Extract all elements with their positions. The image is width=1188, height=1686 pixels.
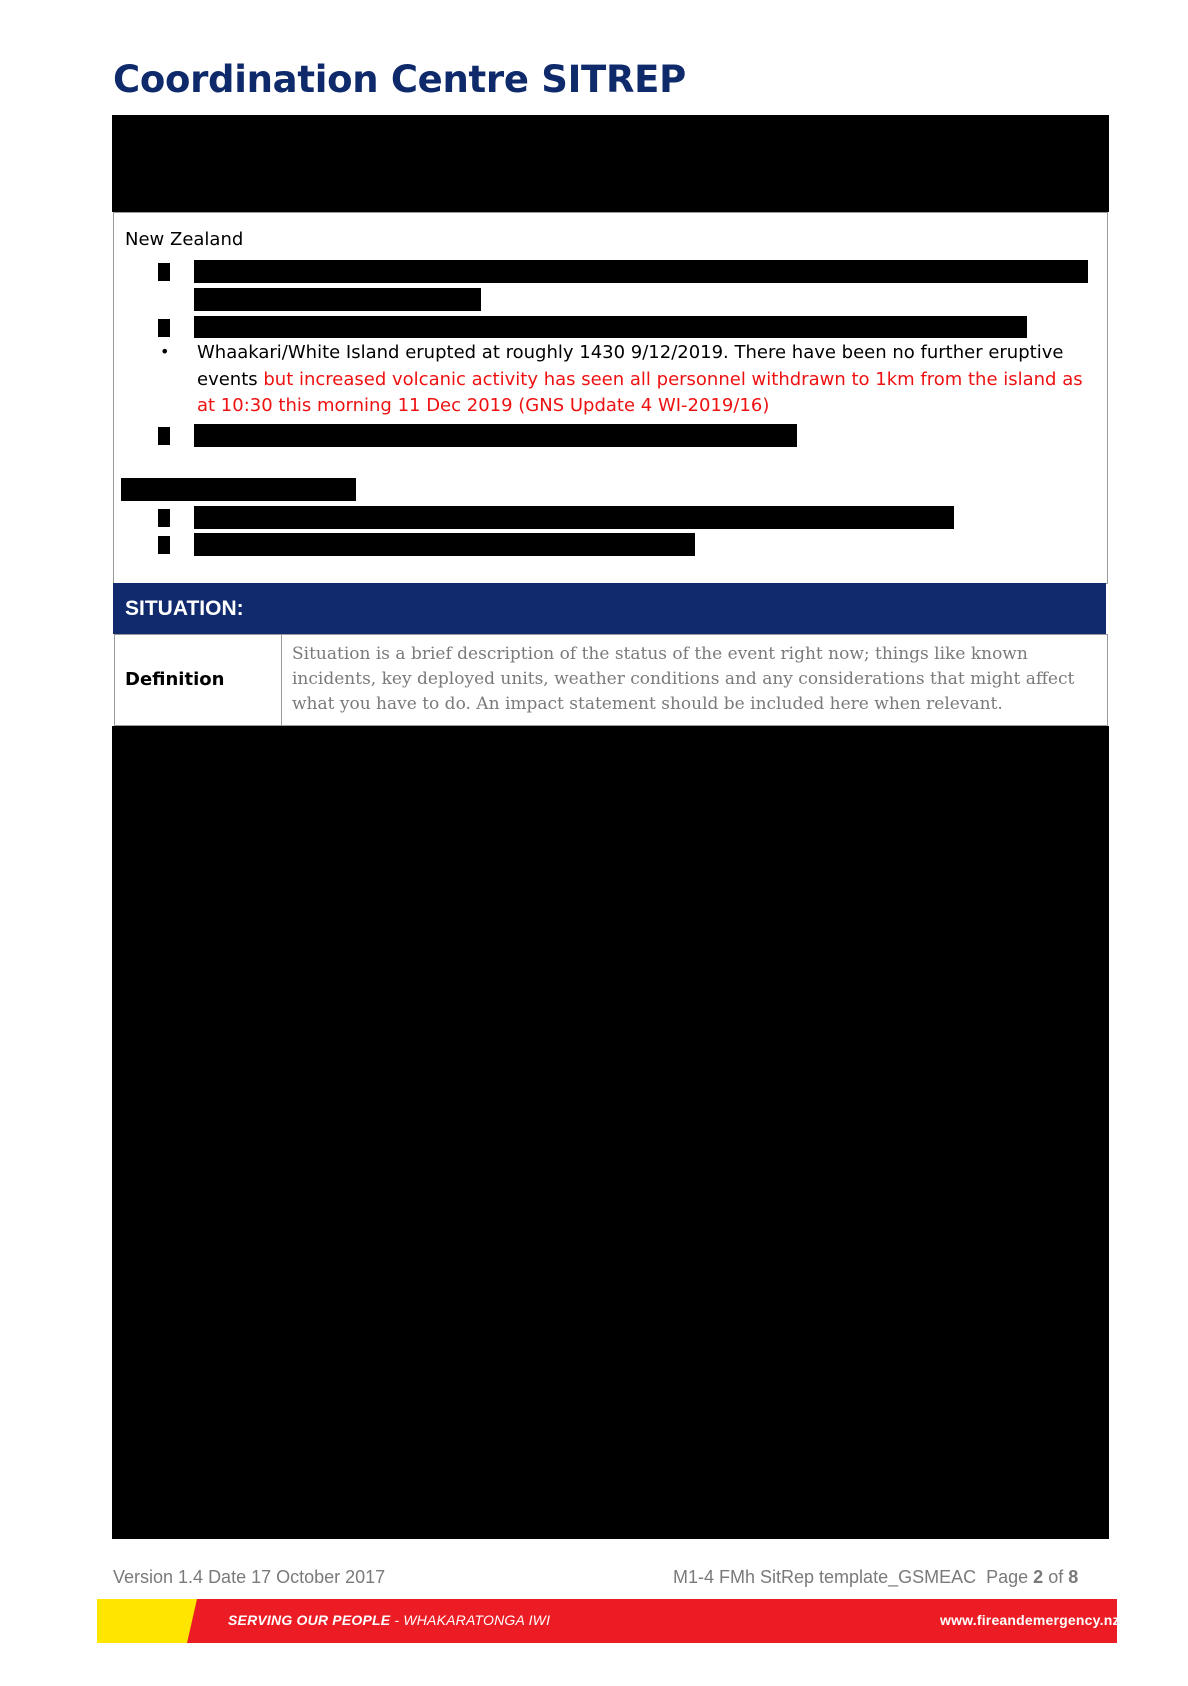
redacted-line	[194, 288, 481, 311]
page-total: 8	[1068, 1567, 1079, 1587]
redacted-bullet-marker	[158, 536, 170, 554]
eruption-text-black: Whaakari/White Island erupted at roughly 1430 9/12/2019. There have been no further eruptive events	[197, 342, 1064, 390]
slogan-rest: - WHAKARATONGA IWI	[390, 1612, 551, 1628]
definition-divider	[281, 634, 282, 726]
slogan-bold: SERVING OUR PEOPLE	[228, 1612, 391, 1628]
page-prefix: Page	[986, 1567, 1034, 1587]
redacted-bullet-marker	[158, 427, 170, 445]
redacted-bullet-marker	[158, 263, 170, 281]
website-link[interactable]: www.fireandemergency.nz	[940, 1612, 1120, 1628]
region-label: New Zealand	[125, 229, 244, 250]
page-current: 2	[1033, 1567, 1044, 1587]
banner-yellow-band	[97, 1599, 197, 1643]
eruption-text-red: but increased volcanic activity has seen all personnel withdrawn to 1km from the island as at 10:30 this morning 11 Dec 2019 (GNS Update 4 WI-2019/16)	[197, 368, 1083, 416]
template-name: M1-4 FMh SitRep template_GSMEAC	[673, 1567, 977, 1587]
redacted-line	[194, 506, 954, 529]
document-title: Coordination Centre SITREP	[113, 58, 686, 101]
definition-label: Definition	[125, 669, 225, 690]
template-page-info	[673, 1567, 1078, 1588]
redacted-bullet-marker	[158, 509, 170, 527]
redacted-line	[194, 316, 1027, 338]
redacted-situation-content	[112, 726, 1109, 1539]
eruption-bullet-text	[197, 340, 1097, 420]
redacted-subheading	[121, 478, 356, 501]
bullet-point: •	[160, 342, 170, 361]
version-info: Version 1.4 Date 17 October 2017	[113, 1567, 386, 1587]
redacted-header-block	[112, 115, 1109, 212]
situation-heading: SITUATION:	[113, 583, 1106, 634]
redacted-bullet-marker	[158, 319, 170, 337]
redacted-line	[194, 424, 797, 447]
redacted-line	[194, 260, 1088, 283]
redacted-line	[194, 533, 695, 556]
slogan	[228, 1612, 550, 1628]
page-of: of	[1043, 1567, 1069, 1587]
definition-text: Situation is a brief description of the status of the event right now; things like known incidents, key deployed units, weather conditions and any considerations that might affect what you have to do. An impact statement should be included here when relevant.	[292, 644, 1075, 714]
